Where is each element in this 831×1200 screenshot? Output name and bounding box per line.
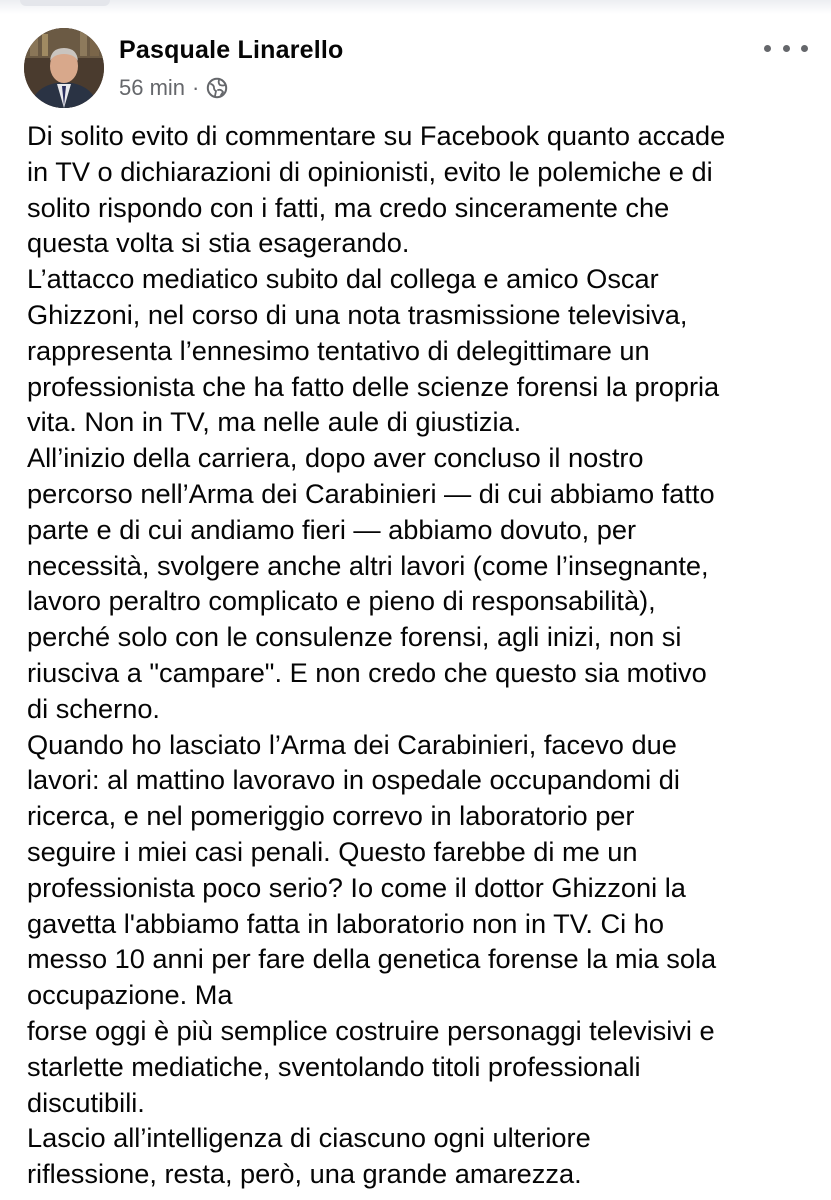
post-text-line: Quando ho lasciato l’Arma dei Carabinieri, facevo due: [27, 728, 677, 760]
post-text-line: professionista poco serio? Io come il dottor Ghizzoni la: [27, 871, 686, 903]
meta-separator: ·: [192, 75, 200, 100]
post-text-line: seguire i miei casi penali. Questo farebbe di me un: [27, 835, 638, 867]
post-text-line: questa volta si stia esagerando.: [27, 227, 410, 259]
post-text-line: gavetta l'abbiamo fatta in laboratorio non in TV. Ci ho: [27, 907, 664, 939]
post-text-line: messo 10 anni per fare della genetica forense la mia sola: [27, 943, 717, 975]
post-text-line: Lascio all’intelligenza di ciascuno ogni ulteriore: [27, 1122, 591, 1154]
post-text-line: occupazione. Ma: [27, 979, 233, 1011]
post-text-line: rappresenta l’ennesimo tentativo di delegittimare un: [27, 334, 650, 366]
post-text-line: Ghizzoni, nel corso di una nota trasmissione televisiva,: [27, 298, 688, 330]
post-text-line: discutibili.: [27, 1086, 145, 1118]
post-text-line: necessità, svolgere anche altri lavori (come l’insegnante,: [27, 549, 709, 581]
more-options-button[interactable]: [764, 36, 808, 60]
globe-icon: [206, 77, 228, 99]
avatar[interactable]: [24, 28, 104, 108]
post-text-line: riflessione, resta, però, una grande amarezza.: [27, 1158, 582, 1190]
post-meta: [119, 75, 228, 101]
post-text-line: lavori: al mattino lavoravo in ospedale occupandomi di: [27, 764, 680, 796]
post-text-line: vita. Non in TV, ma nelle aule di giustizia.: [27, 406, 522, 438]
post-text-line: perché solo con le consulenze forensi, agli inizi, non si: [27, 621, 682, 653]
post-text-line: L’attacco mediatico subito dal collega e amico Oscar: [27, 263, 659, 295]
more-dots-icon: [801, 45, 808, 52]
post-text: [27, 118, 817, 1192]
post-text-line: ricerca, e nel pomeriggio correvo in laboratorio per: [27, 800, 635, 832]
more-dots-icon: [783, 45, 790, 52]
post-text-line: forse oggi è più semplice costruire personaggi televisivi e: [27, 1014, 715, 1046]
post-text-line: parte e di cui andiamo fieri — abbiamo dovuto, per: [27, 513, 637, 545]
author-name[interactable]: Pasquale Linarello: [119, 36, 344, 64]
post-text-line: in TV o dichiarazioni di opinionisti, evito le polemiche e di: [27, 155, 713, 187]
post-text-line: riusciva a "campare". E non credo che questo sia motivo: [27, 656, 707, 688]
more-dots-icon: [764, 45, 771, 52]
post-text-line: All’inizio della carriera, dopo aver concluso il nostro: [27, 442, 644, 474]
post-text-line: lavoro peraltro complicato e pieno di responsabilità),: [27, 585, 656, 617]
post-text-line: percorso nell’Arma dei Carabinieri — di cui abbiamo fatto: [27, 477, 715, 509]
post-text-line: professionista che ha fatto delle scienze forensi la propria: [27, 370, 720, 402]
post-text-line: solito rispondo con i fatti, ma credo sinceramente che: [27, 191, 670, 223]
post-text-line: di scherno.: [27, 692, 160, 724]
post-header: [24, 28, 814, 112]
post-text-line: starlette mediatiche, sventolando titoli professionali: [27, 1050, 641, 1082]
post-text-line: Di solito evito di commentare su Facebook quanto accade: [27, 120, 726, 151]
post-time[interactable]: 56 min: [119, 75, 186, 100]
previous-content-strip: [0, 0, 831, 14]
